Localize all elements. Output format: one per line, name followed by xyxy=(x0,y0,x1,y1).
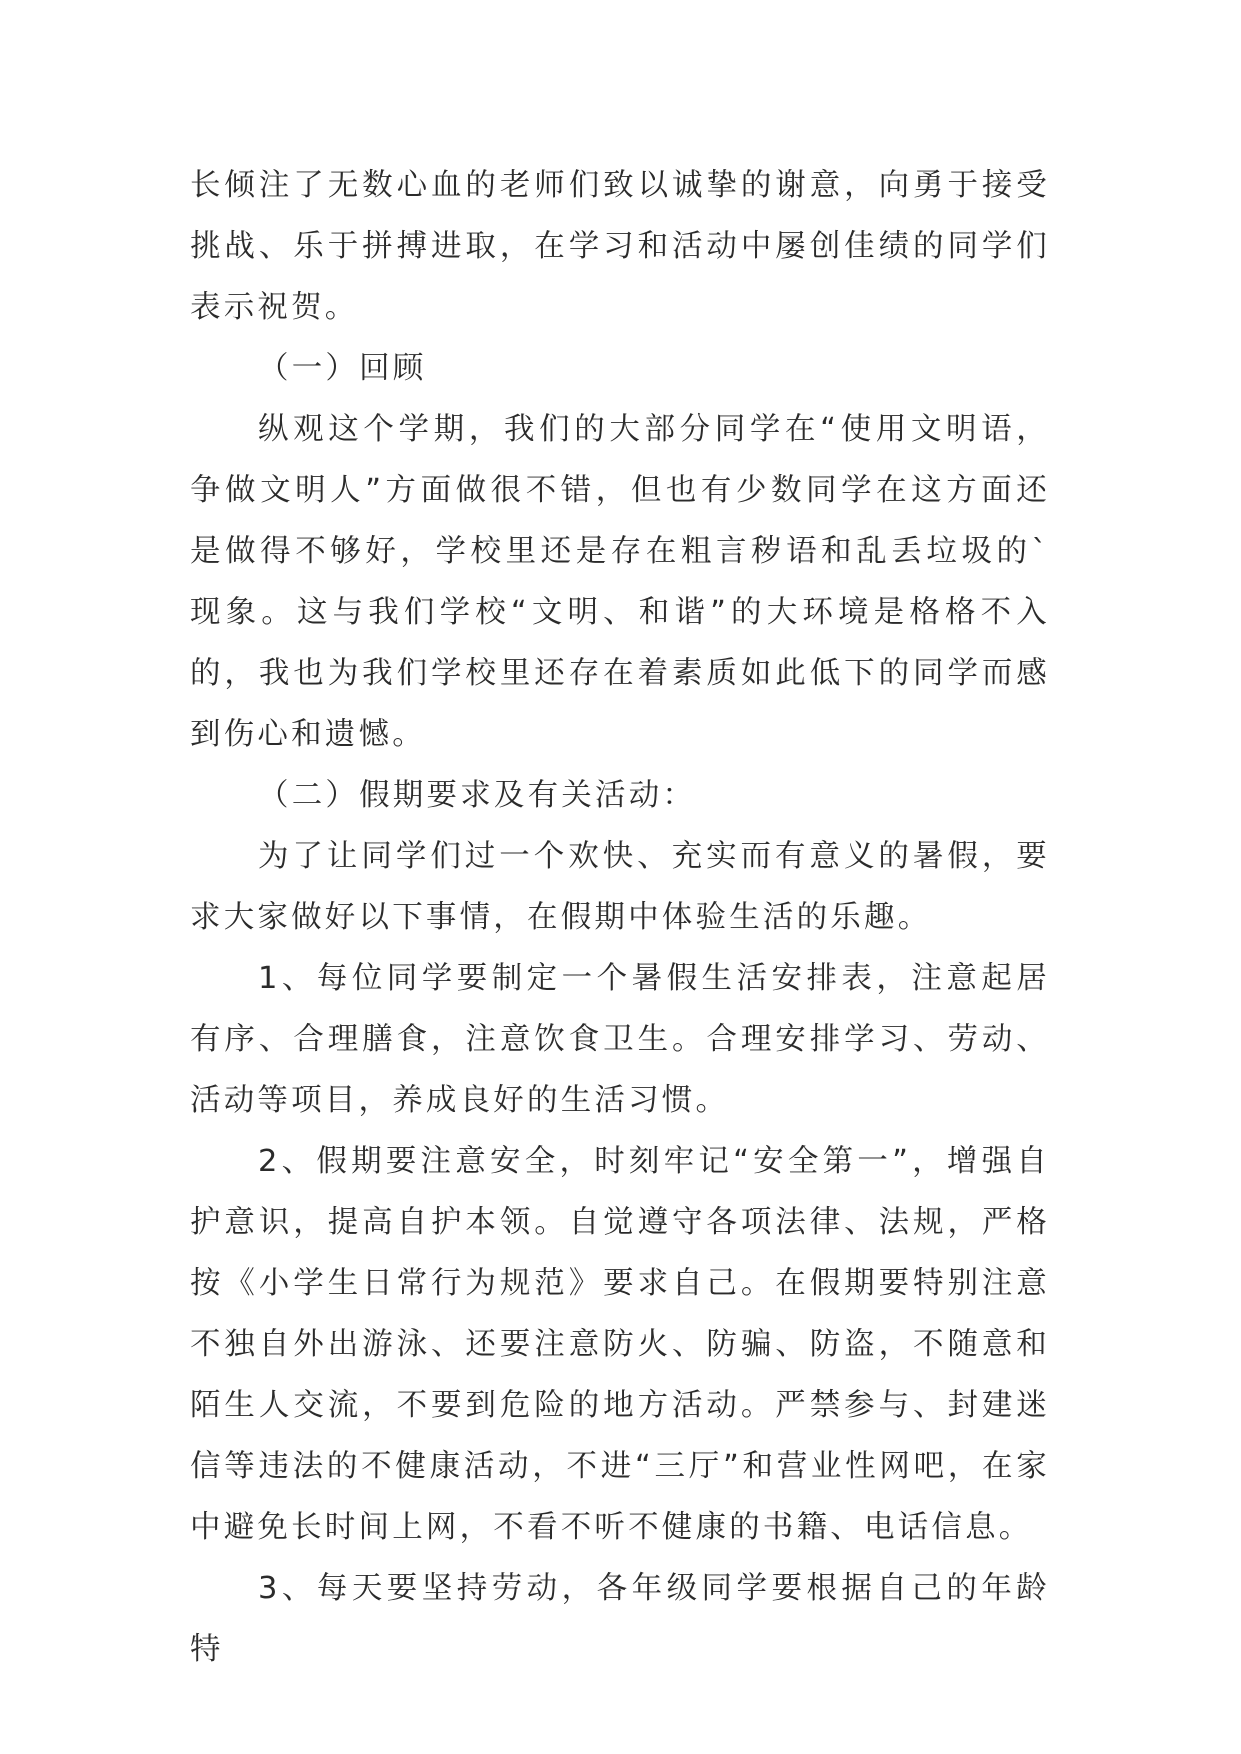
paragraph-review: 纵观这个学期，我们的大部分同学在“使用文明语，争做文明人”方面做很不错，但也有少数同学在这方面还是做得不够好，学校里还是存在粗言秽语和乱丢垃圾的`现象。这与我们学校“文明、和谐”的大环境是格格不入的，我也为我们学校里还存在着素质如此低下的同学而感到伤心和遗憾。 xyxy=(190,412,1050,752)
paragraph-item-2: 2、假期要注意安全，时刻牢记“安全第一”，增强自护意识，提高自护本领。自觉遵守各项法律、法规，严格按《小学生日常行为规范》要求自己。在假期要特别注意不独自外出游泳、还要注意防火、防骗、防盗，不随意和陌生人交流，不要到危险的地方活动。严禁参与、封建迷信等违法的不健康活动，不进“三厅”和营业性网吧，在家中避免长时间上网，不看不听不健康的书籍、电话信息。 xyxy=(190,1144,1050,1545)
paragraph-item-3: 3、每天要坚持劳动，各年级同学要根据自己的年龄特 xyxy=(190,1571,1050,1667)
document-body xyxy=(190,155,1050,1680)
section-heading-holiday-requirements: （二）假期要求及有关活动： xyxy=(258,778,697,813)
paragraph-holiday-intro: 为了让同学们过一个欢快、充实而有意义的暑假，要求大家做好以下事情，在假期中体验生活的乐趣。 xyxy=(190,839,1050,935)
paragraph-gratitude: 长倾注了无数心血的老师们致以诚挚的谢意，向勇于接受挑战、乐于拼搏进取，在学习和活动中屡创佳绩的同学们表示祝贺。 xyxy=(190,168,1050,325)
paragraph-item-1: 1、每位同学要制定一个暑假生活安排表，注意起居有序、合理膳食，注意饮食卫生。合理安排学习、劳动、活动等项目，养成良好的生活习惯。 xyxy=(190,961,1050,1118)
section-heading-review: （一）回顾 xyxy=(258,351,427,386)
